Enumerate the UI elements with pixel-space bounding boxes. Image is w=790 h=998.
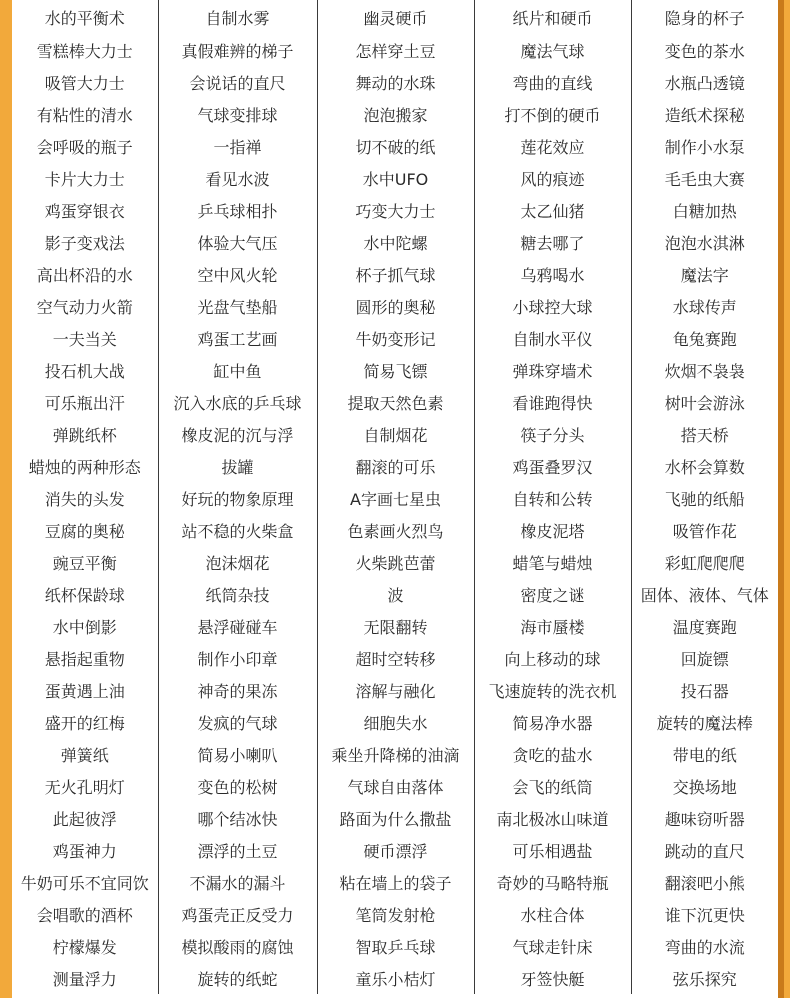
- experiment-title-cell: 粘在墙上的袋子: [317, 866, 474, 898]
- experiment-title-cell: 水中UFO: [317, 162, 474, 194]
- experiment-title-cell: 影子变戏法: [44, 233, 125, 253]
- experiment-title-cell: 自转和公转: [474, 482, 631, 514]
- experiment-title-cell: 风的痕迹: [474, 162, 631, 194]
- experiment-title-cell: 变色的松树: [158, 770, 317, 802]
- experiment-title-cell: 弯曲的水流: [631, 930, 778, 962]
- table-row: [12, 546, 778, 578]
- table-row: [12, 898, 778, 930]
- experiment-title-cell: 空气动力火箭: [36, 297, 133, 317]
- experiment-title-cell: 水的平衡术: [44, 8, 125, 28]
- experiment-title-cell: 不漏水的漏斗: [158, 866, 317, 898]
- experiment-title-cell: 哪个结冰快: [158, 802, 317, 834]
- experiment-title-cell: 树叶会游泳: [631, 386, 778, 418]
- experiment-title-cell: 好玩的物象原理: [158, 482, 317, 514]
- experiment-title-cell: 牙签快艇: [474, 962, 631, 994]
- experiment-title-cell: 水球传声: [631, 290, 778, 322]
- table-row: [12, 514, 778, 546]
- experiment-title-cell: 飞驰的纸船: [631, 482, 778, 514]
- experiment-title-cell: 投石机大战: [44, 361, 125, 381]
- experiment-title-cell: 提取天然色素: [317, 386, 474, 418]
- experiment-title-cell: 蜡烛的两种形态: [28, 457, 141, 477]
- experiment-title-cell: 可乐瓶出汗: [44, 393, 125, 413]
- experiment-title-cell: 小球控大球: [474, 290, 631, 322]
- experiment-title-cell: 体验大气压: [158, 226, 317, 258]
- experiment-title-cell: 牛奶变形记: [317, 322, 474, 354]
- experiment-title-cell: 制作小水泵: [631, 130, 778, 162]
- experiment-title-cell: 贪吃的盐水: [474, 738, 631, 770]
- experiment-title-cell: 神奇的果冻: [158, 674, 317, 706]
- experiment-title-cell: 站不稳的火柴盒: [158, 514, 317, 546]
- experiment-title-cell: 气球变排球: [158, 98, 317, 130]
- experiment-title-cell: 超时空转移: [317, 642, 474, 674]
- experiment-title-cell: 筷子分头: [474, 418, 631, 450]
- experiment-title-cell: 发疯的气球: [158, 706, 317, 738]
- experiment-title-cell: 温度赛跑: [631, 610, 778, 642]
- experiment-title-cell: 色素画火烈鸟: [317, 514, 474, 546]
- table-row: [12, 482, 778, 514]
- experiment-title-cell: 巧变大力士: [317, 194, 474, 226]
- table-row: [12, 66, 778, 98]
- experiment-title-cell: 简易小喇叭: [158, 738, 317, 770]
- experiment-title-cell: 气球自由落体: [317, 770, 474, 802]
- table-row: [12, 610, 778, 642]
- experiment-list-sheet: [12, 0, 778, 998]
- experiment-title-cell: 可乐相遇盐: [474, 834, 631, 866]
- experiment-title-cell: 幽灵硬币: [317, 0, 474, 34]
- experiment-title-cell: 魔法字: [631, 258, 778, 290]
- experiment-title-cell: 旋转的魔法棒: [631, 706, 778, 738]
- experiment-title-cell: 隐身的杯子: [631, 0, 778, 34]
- experiment-title-cell: 飞速旋转的洗衣机: [474, 674, 631, 706]
- experiment-title-cell: 切不破的纸: [317, 130, 474, 162]
- experiment-title-cell: 回旋镖: [631, 642, 778, 674]
- experiment-title-cell: 豆腐的奥秘: [44, 521, 125, 541]
- experiment-title-cell: A字画七星虫: [317, 482, 474, 514]
- experiment-title-cell: 乘坐升降梯的油滴: [317, 738, 474, 770]
- experiment-title-cell: 太乙仙猪: [474, 194, 631, 226]
- experiment-title-cell: 悬指起重物: [44, 649, 125, 669]
- experiment-title-cell: 打不倒的硬币: [474, 98, 631, 130]
- experiment-title-cell: 吸管作花: [631, 514, 778, 546]
- experiment-title-cell: 南北极冰山味道: [474, 802, 631, 834]
- experiment-title-cell: 交换场地: [631, 770, 778, 802]
- experiment-title-cell: 柠檬爆发: [52, 937, 117, 957]
- experiment-title-cell: 奇妙的马略特瓶: [474, 866, 631, 898]
- table-row: [12, 0, 778, 34]
- experiment-title-cell: 豌豆平衡: [52, 553, 117, 573]
- experiment-title-cell: 鸡蛋壳正反受力: [158, 898, 317, 930]
- table-row: [12, 738, 778, 770]
- table-row: [12, 226, 778, 258]
- experiment-title-cell: 舞动的水珠: [317, 66, 474, 98]
- table-row: [12, 130, 778, 162]
- experiment-title-cell: 制作小印章: [158, 642, 317, 674]
- experiment-title-cell: 溶解与融化: [317, 674, 474, 706]
- experiment-title-cell: 圆形的奥秘: [317, 290, 474, 322]
- table-row: [12, 386, 778, 418]
- experiment-title-cell: 跳动的直尺: [631, 834, 778, 866]
- experiment-table: [12, 0, 778, 994]
- experiment-title-cell: 纸杯保龄球: [44, 585, 125, 605]
- experiment-title-cell: 谁下沉更快: [631, 898, 778, 930]
- table-row: [12, 322, 778, 354]
- experiment-title-cell: 会唱歌的酒杯: [36, 905, 133, 925]
- experiment-title-cell: 模拟酸雨的腐蚀: [158, 930, 317, 962]
- experiment-title-cell: 龟兔赛跑: [631, 322, 778, 354]
- experiment-title-cell: 弹簧纸: [60, 745, 109, 765]
- experiment-title-cell: 泡泡水淇淋: [631, 226, 778, 258]
- experiment-title-cell: 自制水雾: [158, 0, 317, 34]
- experiment-title-cell: 纸片和硬币: [474, 0, 631, 34]
- experiment-title-cell: 变色的茶水: [631, 34, 778, 66]
- experiment-title-cell: 硬币漂浮: [317, 834, 474, 866]
- experiment-title-cell: 消失的头发: [44, 489, 125, 509]
- experiment-title-cell: 水柱合体: [474, 898, 631, 930]
- experiment-title-cell: 趣味窃听器: [631, 802, 778, 834]
- experiment-title-cell: 带电的纸: [631, 738, 778, 770]
- experiment-title-cell: 翻滚的可乐: [317, 450, 474, 482]
- experiment-title-cell: 细胞失水: [317, 706, 474, 738]
- experiment-title-cell: 纸筒杂技: [158, 578, 317, 610]
- experiment-title-cell: 魔法气球: [474, 34, 631, 66]
- experiment-title-cell: 看见水波: [158, 162, 317, 194]
- experiment-title-cell: 吸管大力士: [44, 73, 125, 93]
- table-row: [12, 706, 778, 738]
- table-row: [12, 162, 778, 194]
- table-row: [12, 418, 778, 450]
- experiment-title-cell: 会呼吸的瓶子: [36, 137, 133, 157]
- experiment-title-cell: 怎样穿土豆: [317, 34, 474, 66]
- experiment-title-cell: 一指禅: [158, 130, 317, 162]
- experiment-title-cell: 弯曲的直线: [474, 66, 631, 98]
- experiment-title-cell: 翻滚吧小熊: [631, 866, 778, 898]
- experiment-title-cell: 糖去哪了: [474, 226, 631, 258]
- table-row: [12, 930, 778, 962]
- table-row: [12, 354, 778, 386]
- table-row: [12, 450, 778, 482]
- experiment-title-cell: 泡泡搬家: [317, 98, 474, 130]
- experiment-title-cell: 水瓶凸透镜: [631, 66, 778, 98]
- experiment-title-cell: 空中风火轮: [158, 258, 317, 290]
- experiment-title-cell: 简易净水器: [474, 706, 631, 738]
- experiment-title-cell: 水杯会算数: [631, 450, 778, 482]
- experiment-title-cell: 鸡蛋神力: [52, 841, 117, 861]
- experiment-title-cell: 橡皮泥塔: [474, 514, 631, 546]
- experiment-title-cell: 搭天桥: [631, 418, 778, 450]
- experiment-title-cell: 莲花效应: [474, 130, 631, 162]
- frame-edge: [778, 0, 784, 998]
- experiment-title-cell: 橡皮泥的沉与浮: [158, 418, 317, 450]
- table-row: [12, 34, 778, 66]
- experiment-title-cell: 蛋黄遇上油: [44, 681, 125, 701]
- experiment-title-cell: 悬浮碰碰车: [158, 610, 317, 642]
- experiment-title-cell: 白糖加热: [631, 194, 778, 226]
- experiment-title-cell: 向上移动的球: [474, 642, 631, 674]
- experiment-title-cell: 漂浮的土豆: [158, 834, 317, 866]
- experiment-title-cell: 一夫当关: [52, 329, 117, 349]
- experiment-title-cell: 简易飞镖: [317, 354, 474, 386]
- experiment-title-cell: 光盘气垫船: [158, 290, 317, 322]
- experiment-title-cell: 盛开的红梅: [44, 713, 125, 733]
- table-row: [12, 290, 778, 322]
- experiment-title-cell: 弦乐探究: [631, 962, 778, 994]
- experiment-title-cell: 自制水平仪: [474, 322, 631, 354]
- experiment-title-cell: 毛毛虫大赛: [631, 162, 778, 194]
- experiment-title-cell: 路面为什么撒盐: [317, 802, 474, 834]
- table-row: [12, 578, 778, 610]
- experiment-title-cell: 真假难辨的梯子: [158, 34, 317, 66]
- experiment-title-cell: 杯子抓气球: [317, 258, 474, 290]
- experiment-title-cell: 海市蜃楼: [474, 610, 631, 642]
- table-row: [12, 802, 778, 834]
- experiment-title-cell: 鸡蛋叠罗汉: [474, 450, 631, 482]
- experiment-title-cell: 蜡笔与蜡烛: [474, 546, 631, 578]
- experiment-title-cell: 鸡蛋穿银衣: [44, 201, 125, 221]
- table-row: [12, 962, 778, 994]
- experiment-title-cell: 童乐小桔灯: [317, 962, 474, 994]
- experiment-title-cell: 造纸术探秘: [631, 98, 778, 130]
- experiment-title-cell: 弹跳纸杯: [52, 425, 117, 445]
- table-row: [12, 770, 778, 802]
- experiment-title-cell: 彩虹爬爬爬: [631, 546, 778, 578]
- experiment-title-cell: 泡沫烟花: [158, 546, 317, 578]
- experiment-title-cell: 水中倒影: [52, 617, 117, 637]
- experiment-title-cell: 此起彼浮: [52, 809, 117, 829]
- experiment-title-cell: 自制烟花: [317, 418, 474, 450]
- experiment-title-cell: 笔筒发射枪: [317, 898, 474, 930]
- experiment-title-cell: 无限翻转: [317, 610, 474, 642]
- table-row: [12, 258, 778, 290]
- experiment-title-cell: 旋转的纸蛇: [158, 962, 317, 994]
- experiment-title-cell: 智取乒乓球: [317, 930, 474, 962]
- experiment-title-cell: 牛奶可乐不宜同饮: [20, 873, 149, 893]
- experiment-title-cell: 气球走针床: [474, 930, 631, 962]
- experiment-title-cell: 卡片大力士: [44, 169, 125, 189]
- experiment-title-cell: 无火孔明灯: [44, 777, 125, 797]
- table-row: [12, 98, 778, 130]
- experiment-title-cell: 乌鸦喝水: [474, 258, 631, 290]
- experiment-title-cell: 拔罐: [158, 450, 317, 482]
- table-row: [12, 674, 778, 706]
- experiment-title-cell: 投石器: [631, 674, 778, 706]
- experiment-title-cell: 有粘性的清水: [36, 105, 133, 125]
- table-row: [12, 194, 778, 226]
- experiment-title-cell: 鸡蛋工艺画: [158, 322, 317, 354]
- experiment-title-cell: 密度之谜: [474, 578, 631, 610]
- table-row: [12, 834, 778, 866]
- experiment-title-cell: 会飞的纸筒: [474, 770, 631, 802]
- experiment-title-cell: 看谁跑得快: [474, 386, 631, 418]
- experiment-title-cell: 固体、液体、气体: [631, 578, 778, 610]
- table-row: [12, 642, 778, 674]
- experiment-title-cell: 水中陀螺: [317, 226, 474, 258]
- experiment-title-cell: 高出杯沿的水: [36, 265, 133, 285]
- table-row: [12, 866, 778, 898]
- experiment-title-cell: 雪糕棒大力士: [36, 41, 133, 61]
- experiment-title-cell: 弹珠穿墙术: [474, 354, 631, 386]
- experiment-title-cell: 沉入水底的乒乓球: [158, 386, 317, 418]
- experiment-title-cell: 会说话的直尺: [158, 66, 317, 98]
- experiment-title-cell: 乒乓球相扑: [158, 194, 317, 226]
- experiment-title-cell: 火柴跳芭蕾: [317, 546, 474, 578]
- experiment-title-cell: 波: [317, 578, 474, 610]
- experiment-title-cell: 缸中鱼: [158, 354, 317, 386]
- experiment-title-cell: 炊烟不袅袅: [631, 354, 778, 386]
- experiment-title-cell: 测量浮力: [52, 969, 117, 989]
